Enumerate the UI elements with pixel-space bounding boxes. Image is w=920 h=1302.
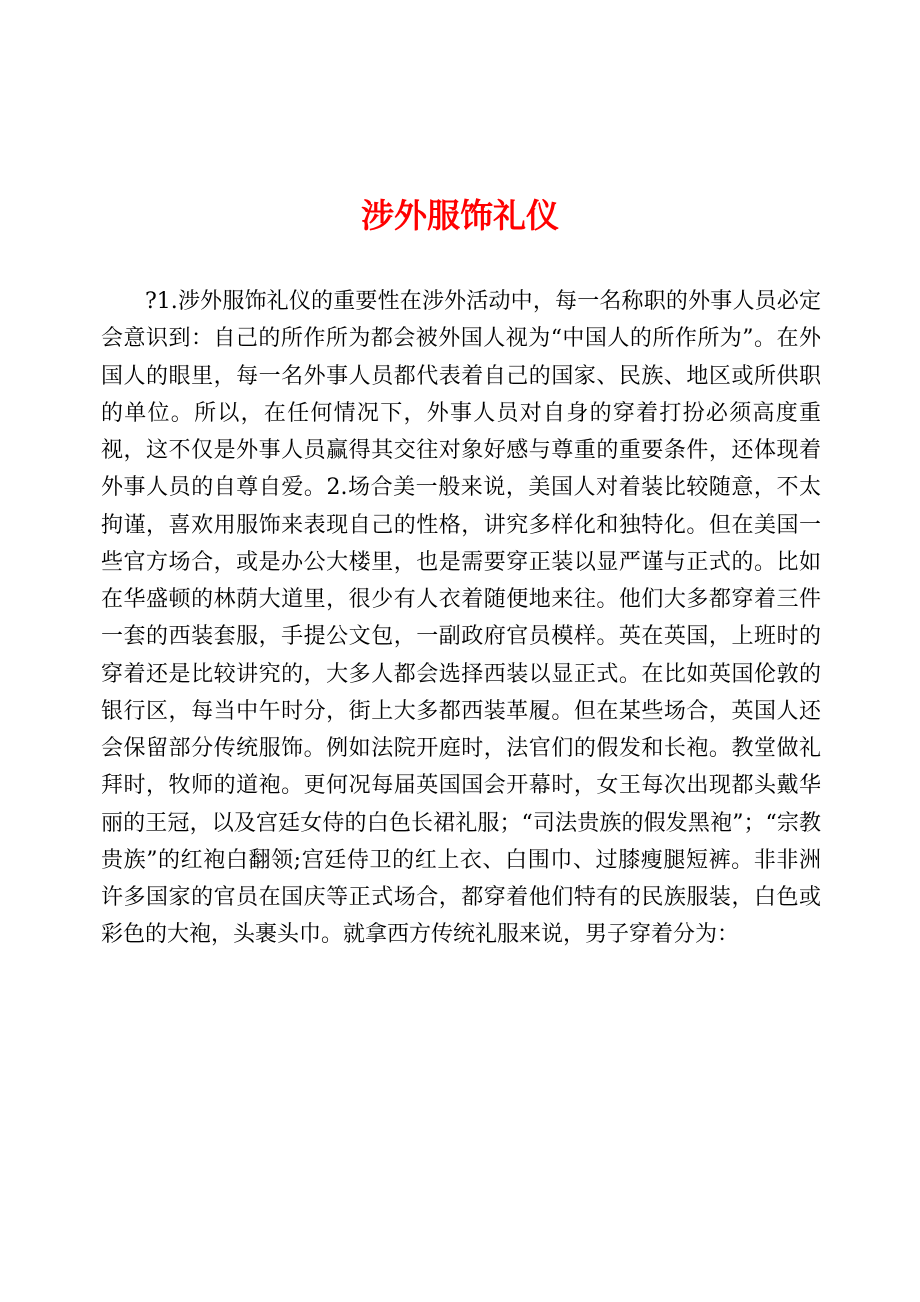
document-body-paragraph: ?1.涉外服饰礼仪的重要性在涉外活动中，每一名称职的外事人员必定会意识到：自己的所作所为都会被外国人视为“中国人的所作所为”。在外国人的眼里，每一名外事人员都代表着自己的国家、民族、地区或所供职的单位。所以，在任何情况下，外事人员对自身的穿着打扮必须高度重视，这不仅是外事人员赢得其交往对象好感与尊重的重要条件，还体现着外事人员的自尊自爱。2.场合美一般来说，美国人对着装比较随意，不太拘谨，喜欢用服饰来表现自己的性格，讲究多样化和独特化。但在美国一些官方场合，或是办公大楼里，也是需要穿正装以显严谨与正式的。比如在华盛顿的林荫大道里，很少有人衣着随便地来往。他们大多都穿着三件一套的西装套服，手提公文包，一副政府官员模样。英在英国，上班时的穿着还是比较讲究的，大多人都会选择西装以显正式。在比如英国伦敦的银行区，每当中午时分，街上大多都西装革履。但在某些场合，英国人还会保留部分传统服饰。例如法院开庭时，法官们的假发和长袍。教堂做礼拜时，牧师的道袍。更何况每届英国国会开幕时，女王每次出现都头戴华丽的王冠，以及宫廷女侍的白色长裙礼服；“司法贵族的假发黑袍”；“宗教贵族”的红袍白翻领;宫廷侍卫的红上衣、白围巾、过膝瘦腿短裤。非非洲许多国家的官员在国庆等正式场合，都穿着他们特有的民族服装，白色或彩色的大袍，头裹头巾。就拿西方传统礼服来说，男子穿着分为： [101,289,821,948]
document-title: 涉外服饰礼仪 [361,196,559,235]
